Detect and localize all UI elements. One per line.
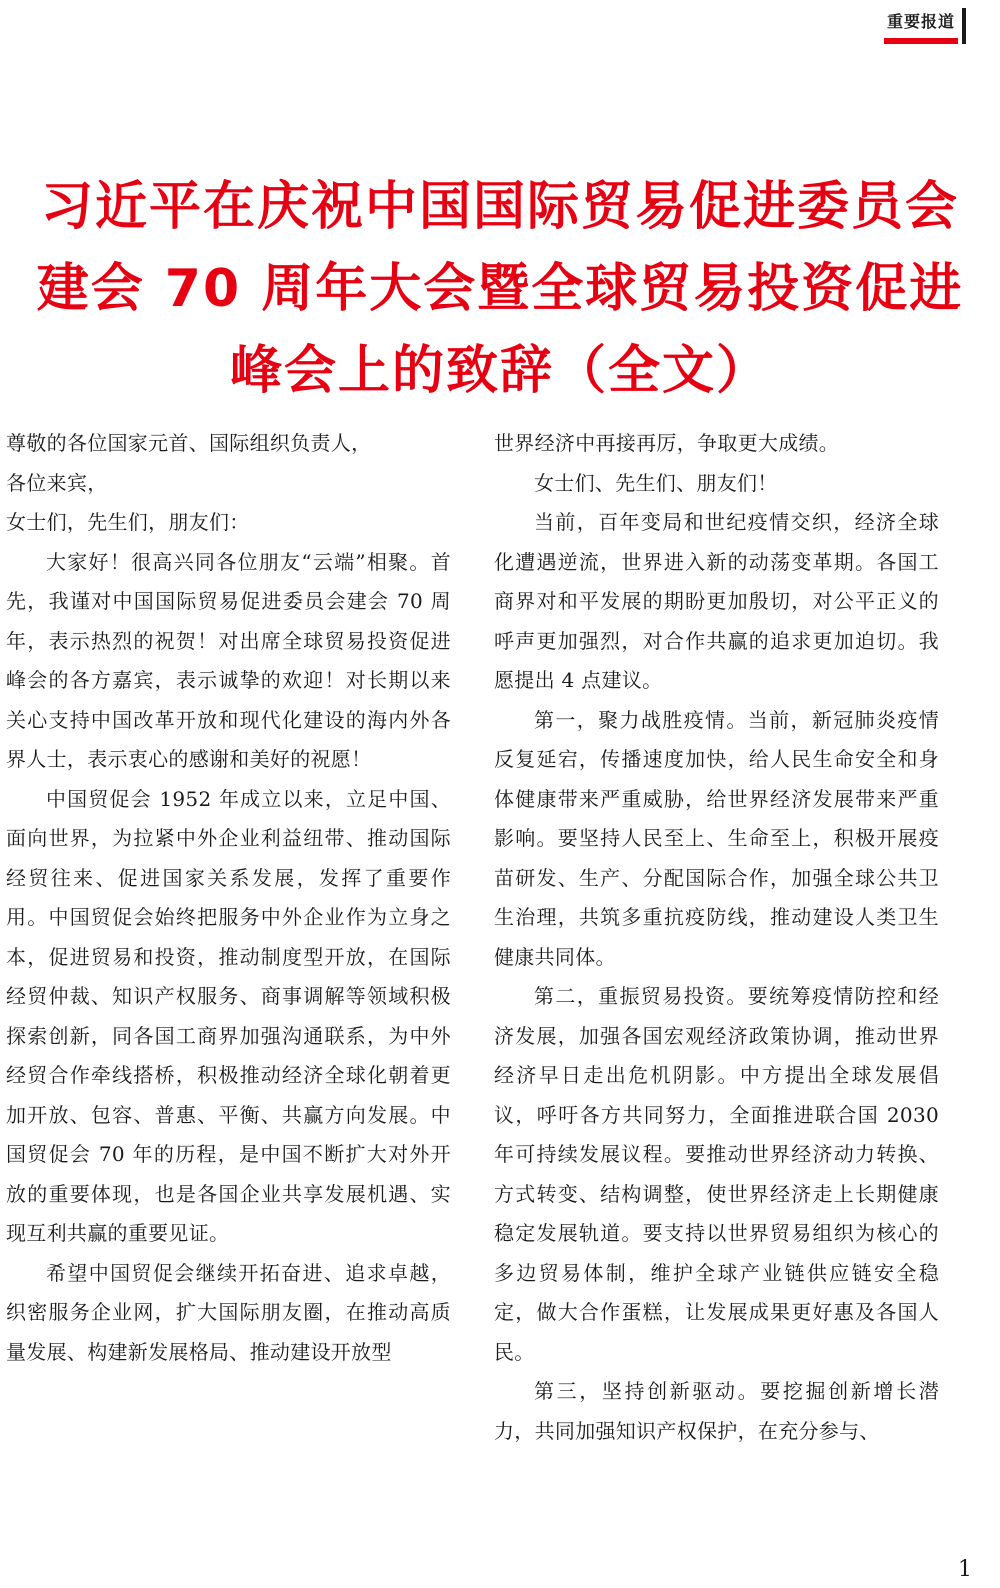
section-tag-underline [884, 38, 958, 44]
body-paragraph: 第二，重振贸易投资。要统筹疫情防控和经济发展，加强各国宏观经济政策协调，推动世界经济早日走出危机阴影。中方提出全球发展倡议，呼吁各方共同努力，全面推进联合国 2030 年可持续发展议程。要推动世界经济动力转换、方式转变、结构调整，使世界经济走上长期健康稳定发展轨道。要支持以世界贸易组织为核心的多边贸易体制，维护全球产业链供应链安全稳定，做大合作蛋糕，让发展成果更好惠及各国人民。 [494, 984, 939, 1364]
section-tag [884, 8, 958, 44]
article-title [20, 166, 980, 412]
article-title-line-1: 习近平在庆祝中国国际贸易促进委员会 [40, 177, 959, 237]
body-paragraph-continued: 世界经济中再接再厉，争取更大成绩。 [494, 431, 840, 455]
body-paragraph: 中国贸促会 1952 年成立以来，立足中国、面向世界，为拉紧中外企业利益纽带、推动国际经贸往来、促进国家关系发展，发挥了重要作用。中国贸促会始终把服务中外企业作为立身之本，促进贸易和投资，推动制度型开放，在国际经贸仲裁、知识产权服务、商事调解等领域积极探索创新，同各国工商界加强沟通联系，为中外经贸合作牵线搭桥，积极推动经济全球化朝着更加开放、包容、普惠、平衡、共赢方向发展。中国贸促会 70 年的历程，是中国不断扩大对外开放的重要体现，也是各国企业共享发展机遇、实现互利共赢的重要见证。 [6, 786, 451, 1245]
article-title-line-3: 峰会上的致辞（全文） [229, 341, 770, 401]
body-paragraph: 第一，聚力战胜疫情。当前，新冠肺炎疫情反复延宕，传播速度加快，给人民生命安全和身体健康带来严重威胁，给世界经济发展带来严重影响。要坚持人民至上、生命至上，积极开展疫苗研发、生产、分配国际合作，加强全球公共卫生治理，共筑多重抗疫防线，推动建设人类卫生健康共同体。 [494, 707, 939, 969]
salutation-line: 女士们，先生们，朋友们： [6, 510, 250, 534]
section-tag-bar [962, 8, 966, 44]
body-paragraph: 第三，坚持创新驱动。要挖掘创新增长潜力，共同加强知识产权保护，在充分参与、 [494, 1379, 939, 1443]
body-paragraph: 当前，百年变局和世纪疫情交织，经济全球化遭遇逆流，世界进入新的动荡变革期。各国工商界对和平发展的期盼更加殷切，对公平正义的呼声更加强烈，对合作共赢的追求更加迫切。我愿提出 4 点建议。 [494, 510, 939, 692]
article-title-line-2: 建会 70 周年大会暨全球贸易投资促进 [36, 259, 964, 319]
body-paragraph: 希望中国贸促会继续开拓奋进、追求卓越，织密服务企业网，扩大国际朋友圈，在推动高质量发展、构建新发展格局、推动建设开放型 [6, 1260, 451, 1364]
body-paragraph: 大家好！很高兴同各位朋友“云端”相聚。首先，我谨对中国国际贸易促进委员会建会 70 周年，表示热烈的祝贺！对出席全球贸易投资促进峰会的各方嘉宾，表示诚挚的欢迎！对长期以来关心支持中国改革开放和现代化建设的海内外各界人士，表示衷心的感谢和美好的祝愿！ [6, 549, 451, 771]
page-number: 1 [958, 1557, 972, 1582]
salutation-line: 女士们、先生们、朋友们！ [534, 470, 778, 495]
salutation-line: 各位来宾， [6, 470, 108, 495]
section-tag-label: 重要报道 [886, 12, 955, 31]
salutation-line: 尊敬的各位国家元首、国际组织负责人， [6, 431, 372, 455]
body-column-right [494, 424, 939, 1451]
body-column-left [6, 424, 451, 1372]
